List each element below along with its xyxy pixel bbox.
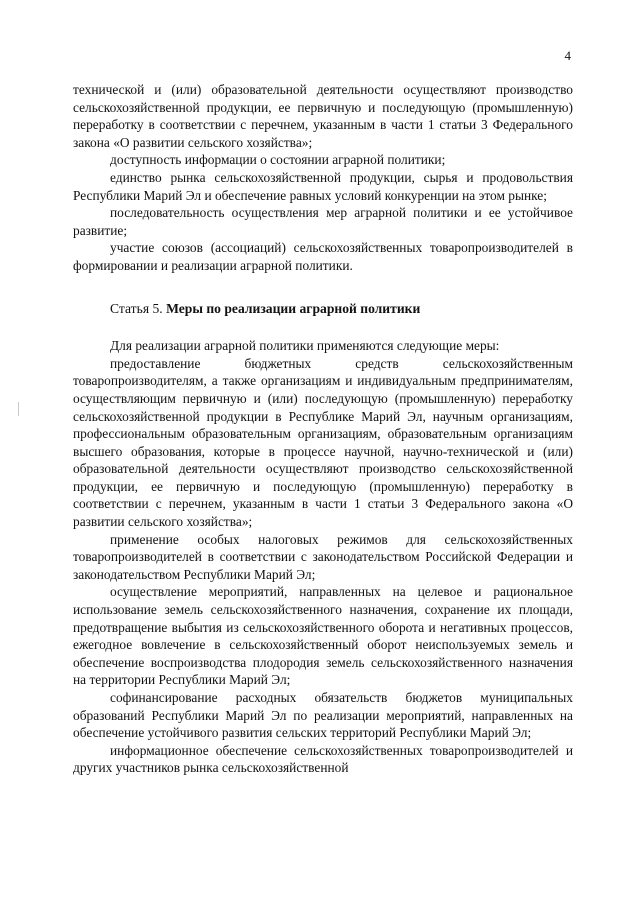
article-heading: [73, 300, 573, 318]
paragraph-budget-funds: предоставление бюджетных средств сельскохозяйственным товаропроизводителям, а также организациям и индивидуальным предпринимателям, осуществляющим первичную и (или) последующую (промышленную) переработку сельскохозяйственной продукции в Республике Марий Эл, научным организациям, профессиональным образовательным организациям, образовательным организациям высшего образования, которые в процессе научной, научно-технической и (или) образовательной деятельности осуществляют производство сельскохозяйственной продукции, ее первичную и последующую (промышленную) переработку в соответствии с перечнем, указанным в части 1 статьи 3 Федерального закона «О развитии сельского хозяйства»;: [73, 355, 573, 530]
paragraph-market-unity: единство рынка сельскохозяйственной продукции, сырья и продовольствия Республики Марий Эл и обеспечение равных условий конкуренции на этом рынке;: [73, 169, 573, 203]
paragraph-tax-regimes: применение особых налоговых режимов для сельскохозяйственных товаропроизводителей в соответствии с законодательством Российской Федерации и законодательством Республики Марий Эл;: [73, 531, 573, 582]
page-number: 4: [564, 48, 571, 63]
paragraph-information-support: информационное обеспечение сельскохозяйственных товаропроизводителей и других участников рынка сельскохозяйственной: [73, 742, 573, 776]
paragraph-land-use: осуществление мероприятий, направленных на целевое и рациональное использование земель сельскохозяйственного назначения, сохранение их площади, предотвращение выбытия из сельскохозяйственного оборота и негативных процессов, ежегодное вовлечение в сельскохозяйственный оборот неиспользуемых земель и обеспечение воспроизводства плодородия земель сельскохозяйственного назначения на территории Республики Марий Эл;: [73, 584, 573, 688]
paragraph-info-access: доступность информации о состоянии аграрной политики;: [110, 152, 446, 168]
paragraph-consistency: последовательность осуществления мер аграрной политики и ее устойчивое развитие;: [73, 205, 573, 238]
document-body: [73, 81, 573, 777]
article-label: Статья 5.: [110, 300, 163, 316]
paragraph-cofinancing: софинансирование расходных обязательств бюджетов муниципальных образований Республики Марий Эл по реализации мероприятий, направленных на обеспечение устойчивого развития сельских территорий Республики Марий Эл;: [73, 690, 573, 741]
paragraph-measures-intro: Для реализации аграрной политики применяются следующие меры:: [110, 338, 500, 354]
article-title: Меры по реализации аграрной политики: [166, 300, 421, 316]
paragraph-associations: участие союзов (ассоциаций) сельскохозяйственных товаропроизводителей в формировании и реализации аграрной политики.: [73, 240, 573, 273]
scan-artifact-mark: [18, 402, 19, 416]
paragraph-continuation: технической и (или) образовательной деятельности осуществляют производство сельскохозяйственной продукции, ее первичную и последующую (промышленную) переработку в соответствии с перечнем, указанным в части 1 статьи 3 Федерального закона «О развитии сельского хозяйства»;: [73, 82, 573, 150]
